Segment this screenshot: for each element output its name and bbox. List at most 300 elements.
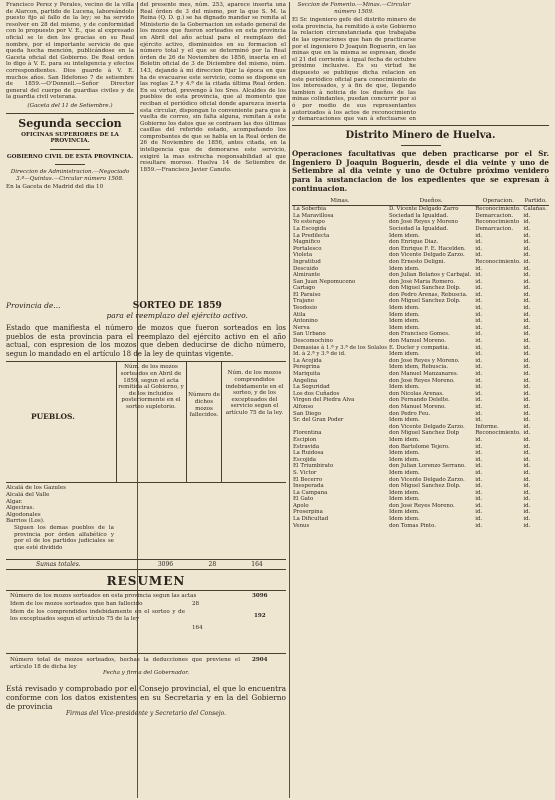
- mina-district: id.: [523, 476, 531, 483]
- mina-district: id.: [523, 344, 531, 351]
- mina-name: Portalesco: [293, 245, 322, 252]
- mina-operation: id.: [475, 502, 483, 509]
- mina-operation: id.: [475, 305, 483, 312]
- mina-owner: Idem idem.: [388, 318, 420, 325]
- middle-column: [140, 2, 286, 173]
- mina-district: id.: [523, 357, 531, 364]
- mina-operation: Demarcacion.: [475, 225, 514, 232]
- mina-name: Descomochino: [293, 338, 333, 345]
- mina-owner: don José Reyes Moreno.: [388, 502, 455, 509]
- mina-district: id.: [523, 311, 531, 318]
- mina-row: [292, 490, 549, 497]
- resumen-line: Idem de los comprendidos indebidamente en el sorteo y de los exceptuados segun el artículo 75 de la ley: [10, 609, 185, 622]
- mina-name: Teodosio: [293, 305, 318, 312]
- mina-owner: don Miguel Sanchez Dolp.: [388, 483, 461, 490]
- fomento-heading: Seccion de Fomento.—Minas.—Circular número 1509.: [297, 2, 411, 15]
- mina-owner: don Miguel Sanchez Dolp: [388, 430, 459, 437]
- mina-owner: Idem idem.: [388, 324, 420, 331]
- firmas-text: Firmas del Vice-presidente y Secretario del Consejo.: [65, 710, 227, 718]
- mina-name: Almirante: [293, 272, 321, 279]
- mina-owner: Sociedad la Igualdad.: [388, 225, 449, 232]
- mina-operation: id.: [475, 516, 483, 523]
- mina-row: [292, 477, 549, 484]
- mina-owner: don Julian Lorenzo Serrano.: [388, 463, 466, 470]
- mina-operation: id.: [475, 311, 483, 318]
- mina-operation: id.: [475, 232, 483, 239]
- mina-district: id.: [523, 338, 531, 345]
- mina-name: [292, 424, 388, 431]
- mina-owner: don Manuel Moreno.: [388, 403, 447, 410]
- mina-row: [292, 279, 549, 286]
- mina-owner: don Manuel Manzanares.: [388, 371, 459, 377]
- mina-district: id.: [523, 496, 531, 503]
- mina-operation: id.: [475, 456, 483, 463]
- mina-operation: id.: [475, 357, 483, 364]
- mina-owner: Idem idem.: [388, 436, 420, 443]
- resumen-line: Número total de mozos sorteados, hechas la deducciones que previene el artículo 18 de dicha ley: [10, 657, 240, 670]
- mina-district: id.: [523, 291, 531, 298]
- mina-owner: Idem idem.: [388, 384, 420, 391]
- mina-owner: don Vicente Delgado Zarzo.: [388, 423, 465, 430]
- mina-district: id.: [523, 397, 531, 404]
- mina-operation: id.: [475, 417, 483, 424]
- mina-owner: Idem idem.: [388, 496, 420, 503]
- mina-name: La Campana: [293, 489, 328, 496]
- mina-name: La Seguridad: [293, 384, 330, 391]
- mina-name: Magnifico: [293, 239, 321, 246]
- mina-owner: Idem idem.: [388, 351, 420, 358]
- mina-row: [292, 391, 549, 398]
- mina-row: [292, 503, 549, 510]
- mina-district: id.: [523, 522, 531, 529]
- mina-row: [292, 397, 549, 404]
- mina-owner: Idem idem.: [388, 450, 420, 457]
- mina-district: id.: [523, 390, 531, 397]
- resumen-line: Número de los mozos sorteados en esta provincia segun las actas: [10, 593, 197, 600]
- totales-exceptuados: 164: [251, 561, 263, 569]
- resumen-title: RESUMEN: [106, 574, 186, 589]
- mina-owner: don Enrique F. E. Hacelden.: [388, 245, 466, 252]
- mina-name: Angelina: [293, 377, 318, 384]
- section-heading: Segunda seccion: [18, 116, 122, 130]
- mina-row: [292, 338, 549, 345]
- mina-operation: Reconocimiento.: [475, 430, 521, 437]
- mina-owner: don Fernando Delelte.: [388, 397, 450, 404]
- mina-operation: id.: [475, 245, 483, 252]
- mina-row: [292, 213, 549, 220]
- mina-name: Peregrina: [293, 364, 320, 371]
- mina-owner: Idem idem, Rebuscia.: [388, 364, 449, 371]
- pueblo-item: Algodonales: [6, 511, 41, 518]
- pueblo-item: Barrios (Los).: [6, 518, 45, 525]
- mina-operation: Demarcacion.: [475, 212, 514, 219]
- mina-name: San Diego: [293, 410, 322, 417]
- mina-district: id.: [523, 403, 531, 410]
- mina-name: S. Victor: [293, 469, 317, 476]
- intro-text: Francisco Perez y Perales, vecino de la villa de Alarcon, partido de Lucena, laboreándolo puesto fijo al fallo de la ley; se ha servido resolver en 28 del mismo, y de conformidad con lo propuesto por V. E., que al expresado oficial se le den los gracias en su Real nombre, por el importante servicio de que queda hecha mención, publicándose en la Gaceta oficial del Gobierno. De Real orden lo digo à V. E. para su inteligencia y efectos correspondientes. Dios guarde à V. E. muchos años. San Ildefonso 7 de setiembre de 1859.—O'Donnell.—Señor Director general del cuerpo de guardias civiles y de la guardia civil veterana.: [6, 2, 134, 101]
- mina-owner: Idem idem.: [388, 232, 420, 239]
- mina-owner: don Julian Bolaños y Carbajal.: [388, 272, 472, 279]
- mina-operation: id.: [475, 377, 483, 384]
- mina-operation: id.: [475, 291, 483, 298]
- mina-row: [292, 305, 549, 312]
- mina-name: La Soberbia: [293, 206, 327, 213]
- mina-row: [292, 312, 549, 319]
- mina-row: [292, 285, 549, 292]
- resumen-total: [6, 654, 286, 682]
- mina-owner: Idem idem.: [388, 311, 420, 318]
- mina-district: id.: [523, 463, 531, 470]
- mina-row: [292, 450, 549, 457]
- mina-row: [292, 252, 549, 259]
- closing-text: Está revisado y comprobado por el Consejo provincial, el que lo encuentra conforme con los datos existentes en su Secretaria y en la del Gobierno de provincia: [6, 684, 286, 712]
- mina-operation: id.: [475, 390, 483, 397]
- mina-district: id.: [523, 351, 531, 358]
- mina-district: id.: [523, 245, 531, 252]
- mina-district: id.: [523, 417, 531, 424]
- estado-text: Estado que manifiesta el número de mozos que fueron sorteados en los pueblos de esta provincia para el reemplazo del ejército activo en el año actual, con espresion de los mozos que deben deducirse de dicho número, segun lo mandado en el artículo 18 de la ley de quintas vigente.: [6, 324, 286, 358]
- mina-operation: id.: [475, 489, 483, 496]
- mina-district: id.: [523, 285, 531, 292]
- mina-name: Antonino: [293, 318, 318, 325]
- mina-row: [292, 411, 549, 418]
- mina-name: La Predilecta: [293, 232, 330, 239]
- mina-row: [292, 318, 549, 325]
- resumen-value: 28: [192, 601, 200, 608]
- mina-row: [292, 331, 549, 338]
- column-rule: [289, 2, 290, 798]
- mina-name: El Paraiso: [293, 291, 321, 298]
- mina-operation: id.: [475, 272, 483, 279]
- mina-name: Venus: [293, 522, 310, 529]
- mina-district: id.: [523, 331, 531, 338]
- mina-district: id.: [523, 364, 531, 371]
- mina-row: [292, 424, 549, 431]
- mina-district: id.: [523, 258, 531, 265]
- mina-name: El Triumbirato: [293, 463, 334, 470]
- mina-row: [292, 483, 549, 490]
- mina-name: La Maravillosa: [293, 212, 334, 219]
- mina-name: Mariquita: [293, 371, 321, 377]
- mina-district: id.: [523, 502, 531, 509]
- mina-row: [292, 246, 549, 253]
- mina-district: id.: [523, 443, 531, 450]
- mina-row: [292, 226, 549, 233]
- operaciones-text: Operaciones facultativas que deben practicarse por el Sr. Ingeniero D Joaquin Boguerin, desde el dia veinte y uno de Setiembre al dia veinte y uno de Octubre próximo venidero para la sustanciacion de los expedientes que se expresan à continuacion.: [292, 149, 549, 193]
- col-partido: Partido.: [522, 197, 549, 206]
- mina-district: id.: [523, 371, 531, 377]
- mina-row: [292, 292, 549, 299]
- mina-operation: id.: [475, 318, 483, 325]
- mina-row: [292, 509, 549, 516]
- mina-owner: don Ernesto Deligni.: [388, 258, 446, 265]
- mina-row: [292, 463, 549, 470]
- mina-operation: id.: [475, 344, 483, 351]
- mina-operation: id.: [475, 522, 483, 529]
- mina-operation: id.: [475, 371, 483, 377]
- sorteo-subtitle: para el reemplazo del ejército activo.: [106, 311, 248, 320]
- totales-label: Sumas totales.: [36, 561, 81, 569]
- mina-district: id.: [523, 305, 531, 312]
- mina-name: San Urbano: [293, 331, 326, 338]
- pueblo-note: Siguen los demas pueblos de la provincia por órden alfabético y por el de los partidos judiciales se que esté dividido: [14, 524, 114, 551]
- mina-name: Descuido: [293, 265, 319, 272]
- mina-owner: E. Ducler y compañia.: [388, 344, 450, 351]
- mina-row: [292, 430, 549, 437]
- mina-name: Violeta: [293, 252, 313, 259]
- mina-row: [292, 457, 549, 464]
- mina-owner: Idem idem.: [388, 516, 420, 523]
- mina-owner: don Pedro Arenas, Rebuscia.: [388, 291, 468, 298]
- mina-owner: Idem idem.: [388, 265, 420, 272]
- header-sorteados: Núm. de los mozos sorteados en Abril de 1859, segun el acta remitida al Gobierno, y de los incluidos posteriormente en el sorteo supletorio.: [118, 364, 184, 410]
- resumen-table: [6, 591, 286, 653]
- mina-operation: id.: [475, 397, 483, 404]
- mina-district: Calañas.: [523, 206, 547, 213]
- pueblo-item: Alcalá del Valle: [6, 491, 50, 498]
- sorteo-title: SORTEO DE 1859: [132, 301, 222, 311]
- mina-row: [292, 233, 549, 240]
- mina-owner: Idem idem.: [388, 509, 420, 516]
- mina-name: La Dificultad: [293, 516, 329, 523]
- mina-name: Id. à 2.ª y 3.ª de id.: [293, 351, 346, 358]
- mina-owner: Idem idem.: [388, 417, 420, 424]
- mina-operation: id.: [475, 239, 483, 246]
- pueblo-item: Alcalá de los Gazules: [6, 485, 66, 492]
- mina-district: id.: [523, 298, 531, 305]
- col-duenos: Dueños.: [388, 197, 474, 206]
- mina-row: [292, 272, 549, 279]
- resumen-value: 3096: [252, 593, 268, 600]
- mina-row: [292, 404, 549, 411]
- mina-district: id.: [523, 456, 531, 463]
- mina-owner: Idem idem.: [388, 489, 420, 496]
- section-subheading: OFICINAS SUPERIORES DE LA PROVINCIA.: [21, 131, 119, 145]
- mina-district: id.: [523, 450, 531, 457]
- mina-name: Los dos Cuñados: [293, 390, 340, 397]
- mina-operation: id.: [475, 496, 483, 503]
- mina-name: Ingratitud: [293, 258, 321, 265]
- mina-owner: don José Reyes y Moreno: [388, 219, 458, 226]
- totales-row: [6, 559, 286, 570]
- mina-district: id.: [523, 318, 531, 325]
- mina-operation: id.: [475, 384, 483, 391]
- mina-owner: don Miguel Sanchez Dolp.: [388, 298, 461, 305]
- mina-operation: id.: [475, 469, 483, 476]
- mina-owner: don Vicente Delgado Zarzo.: [388, 252, 465, 259]
- mina-row: [292, 206, 549, 213]
- right-column: [292, 2, 549, 529]
- mina-owner: Idem idem.: [388, 469, 420, 476]
- mina-name: La Acojida: [293, 357, 322, 364]
- mina-name: Escojida: [293, 456, 317, 463]
- resumen-fecha: Fecha y firma del Gobernador.: [102, 670, 190, 677]
- mina-owner: don José María Romero.: [388, 278, 455, 285]
- mina-name: El Becerro: [293, 476, 323, 483]
- mina-district: id.: [523, 436, 531, 443]
- circular-text: En la Gaceta de Madrid del dia 10: [6, 184, 104, 191]
- mina-owner: don Enrique Diaz.: [388, 239, 439, 246]
- mina-owner: don Pedro Feu.: [388, 410, 431, 417]
- mina-operation: id.: [475, 364, 483, 371]
- mina-owner: don Miguel Sanchez Dolp.: [388, 285, 461, 292]
- mina-owner: don Vicente Delgado Zarzo.: [388, 476, 465, 483]
- pueblo-item: Algar.: [6, 498, 23, 505]
- mina-district: id.: [523, 489, 531, 496]
- circular-body: del presente mes, núm. 253, aparece inserta una Real órden de 3 del mismo, por la que S. M. la Reina (Q. D. g.) se ha dignado mandar se remita al Ministerio de la Gobernacion un estado general de los mozos que fueron sorteados en esta provincia en Abril del año actual para el reemplazo del ejército activo, disminuidos en su formacion el número total y el que se determinó por la Real órden de 26 de Noviembre de 1856, inserta en el Boletin oficial de 3 de Diciembre del mismo, núm. 143, dejando à mi direccion fijar la época en que ha de evacuarse este servicio, como se dispone en las reglas 2.ª y 4.ª de la citada última Real órden. En su virtud, prevengo à los Sres. Alcaldes de los pueblos de esta provincia, que al momento que reciban el periódico oficial donde aparezca inserta esta circular, dispongan lo conveniente para que à vuelta de correo, sin falta alguna, remitan à este Gobierno los datos que se contraen las dos últimas casillas del referido estado, acompañando los comprobantes de que se habla en la Real órden de 26 de Noviembre de 1856, antes citada, en la inteligencia que de demorarse este servicio, exigiré la mas estrecha responsabilidad al que resultare moroso. Huelva 14 de Setiembre de 1859.—Francisco Javier Canuto.: [140, 2, 286, 173]
- mina-name: La Escogida: [293, 225, 327, 232]
- mina-operation: Reconocimiento.: [475, 258, 521, 265]
- mina-owner: don Bartolomé Tejero.: [388, 443, 450, 450]
- mina-row: [292, 266, 549, 273]
- mina-name: San Juan Nepomuceno: [293, 278, 356, 285]
- pueblos-list: [6, 485, 286, 559]
- mina-district: id.: [523, 423, 531, 430]
- mina-row: [292, 358, 549, 365]
- mina-row: [292, 470, 549, 477]
- mina-row: [292, 496, 549, 503]
- mina-district: id.: [523, 252, 531, 259]
- mina-name: Sr. del Gran Poder: [293, 417, 344, 424]
- mina-row: [292, 371, 549, 378]
- totales-sorteados: 3096: [157, 561, 174, 569]
- mina-name: Nerva: [293, 324, 310, 331]
- resumen-value: 164: [192, 625, 203, 632]
- mina-row: [292, 523, 549, 530]
- mina-row: [292, 219, 549, 226]
- mina-operation: Reconocimiento: [475, 219, 520, 226]
- mina-name: Atila: [293, 311, 306, 318]
- mina-operation: Reconocimiento.: [475, 206, 521, 213]
- mina-operation: id.: [475, 331, 483, 338]
- mina-name: Virgen del Piedra Alva: [293, 397, 355, 404]
- resumen-value: 2904: [252, 657, 268, 664]
- header-exceptuados: Núm. de los mozos comprendidos indebidamente en el sorteo, y de los exceptuados del servicio segun el artículo 75 de la ley.: [225, 370, 284, 416]
- fomento-text: El Sr. ingeniero gefe del distrito minero de esta provincia, ha remitido à este Gobierno la relacion circunstanciada que trabajaba de las operaciones que han de practicarse por el ingeniero D Joaquin Boguerin, en las minas que en la misma se espresan, desde el 21 del corriente à igual fecha de octubre próximo inclusive. Es su virtud he dispuesto se publique dicha relacion en este periódico oficial para conocimiento de los interesados, y à fin de que, llegando tambien à noticia de los dueños de las minas colindantes, puedan concurrir por si ó por medio de sus representantes autorizados à los actos de reconocimiento y demarcaciones que van à efectuarse en: [292, 17, 416, 123]
- minas-header-row: [292, 197, 549, 206]
- mina-row: [292, 437, 549, 444]
- mina-owner: Sociedad la Igualdad.: [388, 212, 449, 219]
- mina-name: Proserpina: [293, 509, 323, 516]
- mina-operation: id.: [475, 298, 483, 305]
- col-minas: Minas.: [292, 197, 388, 206]
- header-fallecidos: Número de dichos mozos fallecidos.: [188, 392, 220, 419]
- mina-row: [292, 298, 549, 305]
- mina-row: [292, 378, 549, 385]
- mina-district: id.: [523, 272, 531, 279]
- gazette-source: (Gaceta del 11 de Setiembre.): [27, 102, 113, 109]
- mina-row: [292, 417, 549, 424]
- mina-row: [292, 325, 549, 332]
- mina-row: [292, 516, 549, 523]
- provincia-label: Provincia de...: [6, 301, 61, 310]
- mina-owner: don Manuel Moreno.: [388, 338, 447, 345]
- mina-name: La Ruidosa: [293, 450, 324, 457]
- mina-name: El Gato: [293, 496, 314, 503]
- mina-owner: don José Reyes y Moreno.: [388, 357, 460, 364]
- mina-operation: id.: [475, 509, 483, 516]
- mina-owner: D. Vicente Delgado Zarro: [388, 206, 459, 213]
- mina-name: Demasias à 1.ª y 3.ª de los Solalos: [293, 344, 387, 351]
- mina-district: id.: [523, 278, 531, 285]
- mina-operation: id.: [475, 278, 483, 285]
- mina-owner: don Francisco Gomes.: [388, 331, 450, 338]
- totales-fallecidos: 28: [208, 561, 217, 569]
- mina-operation: id.: [475, 463, 483, 470]
- mina-operation: id.: [475, 450, 483, 457]
- mina-operation: id.: [475, 351, 483, 358]
- mina-owner: Idem idem.: [388, 456, 420, 463]
- mina-row: [292, 364, 549, 371]
- mina-operation: id.: [475, 403, 483, 410]
- mina-name: Yo esterapo: [293, 219, 325, 226]
- mina-district: id.: [523, 469, 531, 476]
- mina-name: Trajano: [293, 298, 314, 305]
- col-operacion: Operacion.: [474, 197, 522, 206]
- mina-owner: don Tomas Pinto.: [388, 522, 436, 529]
- mina-name: Escipion: [293, 436, 317, 443]
- mina-name: Cartago: [293, 285, 315, 292]
- mina-operation: id.: [475, 436, 483, 443]
- mina-row: [292, 351, 549, 358]
- mina-operation: id.: [475, 252, 483, 259]
- mina-operation: Informe.: [475, 423, 499, 430]
- mina-district: id.: [523, 377, 531, 384]
- gobierno-heading: GOBIERNO CIVIL DE ESTA PROVINCIA.: [6, 153, 134, 160]
- distrito-heading: Distrito Minero de Huelva.: [345, 130, 496, 142]
- mina-name: Florentina: [293, 430, 322, 437]
- mina-operation: id.: [475, 324, 483, 331]
- mina-row: [292, 239, 549, 246]
- mina-owner: Idem idem.: [388, 305, 420, 312]
- mina-name: Alfonso: [293, 403, 314, 410]
- mina-district: id.: [523, 410, 531, 417]
- mina-operation: id.: [475, 443, 483, 450]
- minas-table: [292, 197, 549, 529]
- mina-name: Estravida: [293, 443, 320, 450]
- resumen-line: Idem de los mozos sorteados que han fallecido: [10, 601, 143, 608]
- mina-district: id.: [523, 265, 531, 272]
- mina-district: id.: [523, 239, 531, 246]
- mina-owner: don José Reyes Moreno.: [388, 377, 455, 384]
- mina-operation: id.: [475, 285, 483, 292]
- mina-district: id.: [523, 516, 531, 523]
- pueblos-header: [6, 361, 286, 483]
- mina-owner: don Nicolas Arenas.: [388, 390, 444, 397]
- pueblo-item: Algeciras.: [6, 505, 35, 512]
- mina-district: id.: [523, 219, 531, 226]
- mina-district: id.: [523, 324, 531, 331]
- mina-row: [292, 259, 549, 266]
- left-column: [6, 2, 134, 191]
- pueblos-label: PUEBLOS.: [31, 412, 75, 422]
- sorteo-block: [6, 301, 286, 718]
- mina-district: id.: [523, 430, 531, 437]
- mina-operation: id.: [475, 476, 483, 483]
- resumen-sum: 192: [254, 613, 266, 620]
- mina-district: id.: [523, 509, 531, 516]
- mina-row: [292, 384, 549, 391]
- mina-row: [292, 444, 549, 451]
- mina-name: Apolo: [293, 502, 309, 509]
- mina-district: id.: [523, 212, 531, 219]
- mina-operation: id.: [475, 410, 483, 417]
- mina-district: id.: [523, 483, 531, 490]
- mina-operation: id.: [475, 265, 483, 272]
- mina-district: id.: [523, 232, 531, 239]
- mina-district: id.: [523, 384, 531, 391]
- mina-operation: id.: [475, 483, 483, 490]
